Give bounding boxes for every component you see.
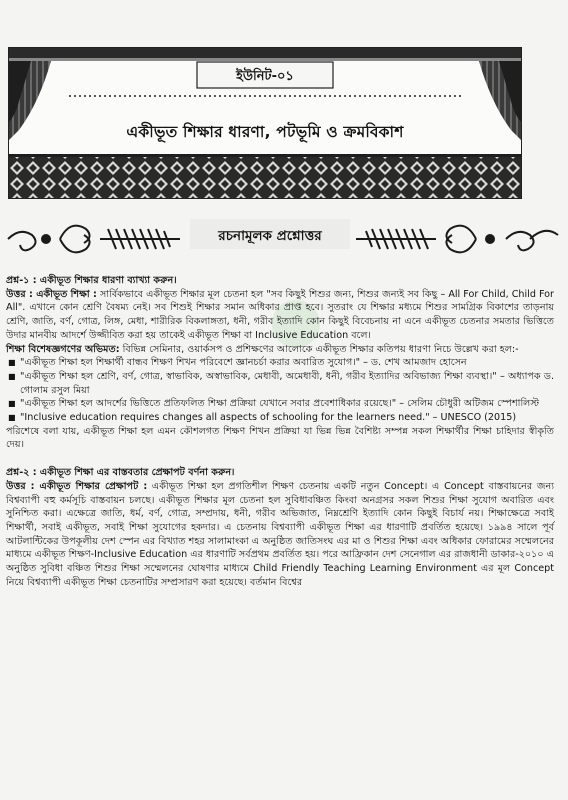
unit-title: একীভূত শিক্ষার ধারণা, পটভূমি ও ক্রমবিকাশ: [126, 123, 404, 141]
answer-2-label: উত্তর : একীভূত শিক্ষার প্রেক্ষাপট :: [6, 480, 148, 492]
section-title-box: [190, 219, 350, 249]
quote-item: ■ "একীভূত শিক্ষা হল শিক্ষার্থী বান্ধব শিক্ষণ শিখন পরিবেশে জ্ঞানচর্চা করার অবারিত সুযোগ।" – ড. শেখ আমজাদ হোসেন: [20, 356, 554, 370]
unit-banner: [8, 47, 522, 199]
question-1: প্রশ্ন-১ : একীভূত শিক্ষার ধারণা ব্যাখ্যা করুন।: [6, 275, 177, 286]
experts-label: শিক্ষা বিশেষজ্ঞগণের অভিমত:: [6, 343, 120, 355]
question-2: প্রশ্ন-২ : একীভূত শিক্ষা এর বাস্তবতার প্রেক্ষাপট বর্ণনা করুন।: [6, 467, 235, 479]
answer-1-label: উত্তর : একীভূত শিক্ষা :: [6, 288, 97, 300]
unit-number: ইউনিট-০১: [236, 69, 294, 84]
conclusion-1: পরিশেষে বলা যায়, একীভূত শিক্ষা হল এমন কৌশলগত শিক্ষণ শিখন প্রক্রিয়া যা ভিন্ন ভিন্ন বৈশিষ্ট্য সম্পন্ন সকল শিক্ষার্থীর শিক্ষা চাহিদার স্বীকৃতি দেয়।: [6, 425, 554, 451]
answer-2: [6, 480, 554, 590]
document-body: [6, 268, 554, 589]
quote-item: ■ "Inclusive education requires changes all aspects of schooling for the learners need." – UNESCO (2015): [20, 411, 554, 425]
experts-text: বিভিন্ন সেমিনার, ওয়ার্কসপ ও প্রশিক্ষণের আলোকে একীভূত শিক্ষার কতিপয় ধারণা নিচে উল্লেখ করা হল:-: [122, 343, 519, 355]
section-heading: [0, 205, 568, 265]
quote-item: ■ "একীভূত শিক্ষা হল শ্রেণি, বর্ণ, গোত্র, স্বাভাবিক, অস্বাভাবিক, মেধাবী, অমেধাবী, ধনী, গরীব ইত্যাদির অবিভাজ্য শিক্ষা ব্যবস্থা।" – অধ্যাপক ড. গোলাম রসুল মিয়া: [20, 370, 554, 397]
quote-item: ■ "একীভূত শিক্ষা হল আদর্শের ভিত্তিতে প্রতিফলিত শিক্ষা প্রক্রিয়া যেখানে সবার প্রবেশাধিকার রয়েছে।" – সেলিম চৌধুরী অটিজম স্পেশালিস্ট: [20, 397, 554, 411]
section-title: রচনামূলক প্রশ্নোত্তর: [218, 228, 322, 244]
experts-paragraph: [6, 343, 554, 357]
answer-1-text: সার্বিকভাবে একীভূত শিক্ষার মূল চেতনা হল "সব কিছুই শিশুর জন্য, শিশুর জন্যই সব কিছু – All For Child, Child For All". এখানে কোন শ্রেণি বৈষম্য নেই। সব শিশুই শিক্ষার সমান অধিকার প্রাপ্ত হবে। সুতরাং যে শিক্ষার মধ্যমে শিশুর সামগ্রিক বিকাশের তাড়নায় শ্রেণি, জাতি, বর্ণ, গোত্র, লিঙ্গ, মেধা, শারীরিক বিকলাঙ্গতা, ধনী, গরীব ইত্যাদি কোন কিছুই বিবেচনায় না এনে একীভূত চেতনার সমতার ভিত্তিতে উদার মানবীয় আদর্শে উজ্জীবিত করা হয় তাকেই একীভূত শিক্ষা বা Inclusive Education বলে।: [6, 288, 554, 341]
quote-list: [6, 356, 554, 425]
answer-1: [6, 288, 554, 343]
answer-2-text: একীভূত শিক্ষা হল প্রগতিশীল শিক্ষণ চেতনায় একটি নতুন Concept। এ Concept বাস্তবায়নের জন্য বিশ্বব্যাপী বহু কর্মসূচি বাস্তবায়ন চলছে। একীভূত শিক্ষার মূল চেতনা হল সুবিধাবঞ্চিত কিংবা অনগ্রসর সকল শিশুর শিক্ষা সুযোগ অবারিত এবং সুনিশ্চিত করা। এক্ষেত্রে জাতি, ধর্ম, বর্ণ, গোত্র, সম্প্রদায়, ধনী, গরীব অভিজাত, নিম্নশ্রেণি ইত্যাদি কোন কিছুই বিচার্য নয়। শিক্ষাক্ষেত্রে সবাই শিক্ষার্থী, সবাই একীভূত, সবাই শিক্ষা সুযোগের হকদার। এ চেতনায় বিশ্বব্যাপী একীভূত শিক্ষা এর ধারণাটি প্রবর্তিত হয়েছে। ১৯৯৪ সালে পূর্ব আটলান্টিকের উপকূলীয় দেশ স্পেন এর বিখ্যাত শহর সালামাংকা এ অনুষ্ঠিত জাতিসংঘ এর মা ও শিশুর শিক্ষা এবং অধিকার ফোরামের সম্মেলনের মাধ্যমে একীভূত শিক্ষণ-Inclusive Education এর ধারণাটি সর্বপ্রথম প্রবর্তিত হয়। পরে আফ্রিকান দেশ সেনেগাল এর রাজধানী ডাকার-২০১০ এ অনুষ্ঠিত সুবিধা বঞ্চিত শিশুর শিক্ষা সম্মেলনের ঘোষণার মাধ্যমে Child Friendly Teaching Learning Environment এর মূল Concept নিয়ে বিশ্বব্যাপী একীভূত শিক্ষা চেতনাটির সম্প্রসারণ করা হয়েছে। বর্তমান বিশ্বের: [6, 480, 554, 588]
